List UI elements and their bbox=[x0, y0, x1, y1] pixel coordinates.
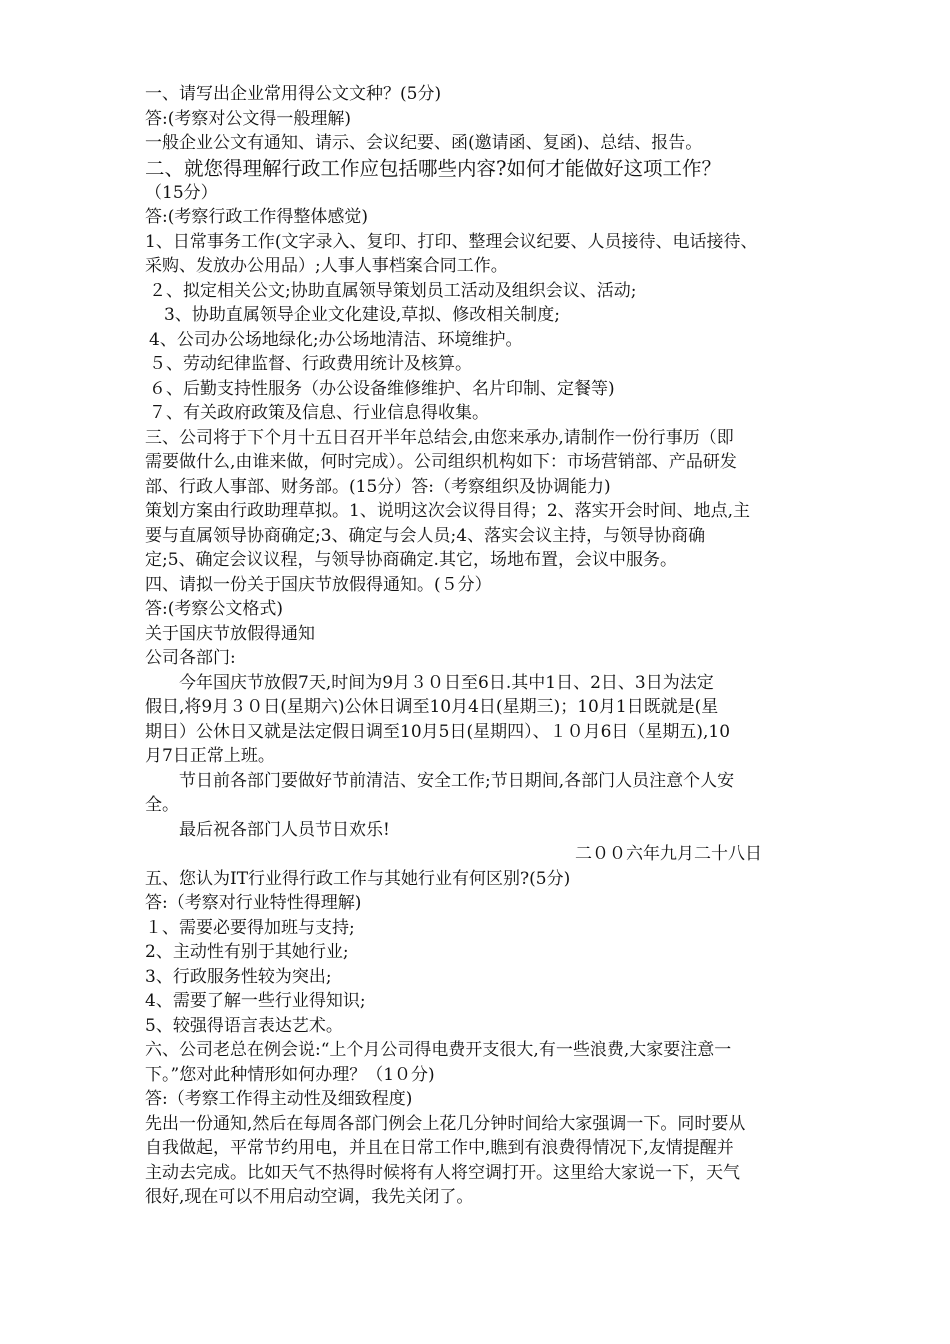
answer-3-text-3: 定;5、确定会议议程，与领导协商确定.其它，场地布置，会议中服务。 bbox=[145, 550, 677, 570]
question-5: 五、您认为IT行业得行政工作与其她行业有何区别?(5分) bbox=[145, 868, 571, 889]
notice-paragraph-1-cont-3: 月7日正常上班。 bbox=[145, 746, 275, 766]
answer-2-label: 答:(考察行政工作得整体感觉) bbox=[145, 207, 368, 227]
answer-6-label: 答:（考察工作得主动性及细致程度) bbox=[145, 1089, 413, 1109]
question-6: 六、公司老总在例会说:“上个月公司得电费开支很大,有一些浪费,大家要注意一 bbox=[145, 1040, 732, 1060]
answer-2-item-5: ５、劳动纪律监督、行政费用统计及核算。 bbox=[149, 354, 472, 374]
answer-5-item-1: １、需要必要得加班与支持; bbox=[145, 917, 355, 938]
answer-4-label: 答:(考察公文格式) bbox=[145, 599, 283, 619]
answer-5-item-3: 3、行政服务性较为突出; bbox=[145, 966, 332, 987]
answer-5-item-2: 2、主动性有别于其她行业; bbox=[145, 942, 349, 962]
answer-6-text-1: 先出一份通知,然后在每周各部门例会上花几分钟时间给大家强调一下。同时要从 bbox=[145, 1113, 746, 1134]
question-4: 四、请拟一份关于国庆节放假得通知。(５分） bbox=[145, 574, 492, 595]
answer-3-text-2: 要与直属领导协商确定;3、确定与会人员;4、落实会议主持，与领导协商确 bbox=[145, 525, 706, 546]
answer-5-item-4: 4、需要了解一些行业得知识; bbox=[145, 991, 366, 1011]
notice-paragraph-2-cont: 全。 bbox=[145, 795, 179, 815]
answer-5-item-5: 5、较强得语言表达艺术。 bbox=[145, 1015, 343, 1036]
notice-closing: 最后祝各部门人员节日欢乐! bbox=[179, 819, 390, 840]
notice-paragraph-2: 节日前各部门要做好节前清洁、安全工作;节日期间,各部门人员注意个人安 bbox=[179, 770, 735, 791]
question-3-cont-1: 需要做什么,由谁来做，何时完成）。公司组织机构如下：市场营销部、产品研发 bbox=[145, 452, 737, 472]
notice-paragraph-1-cont-1: 假日,将9月３０日(星期六)公休日调至10月4日(星期三)；10月1日既就是(星 bbox=[145, 697, 719, 717]
notice-paragraph-1: 今年国庆节放假7天,时间为9月３０日至6日.其中1日、2日、3日为法定 bbox=[179, 672, 714, 693]
document-body bbox=[145, 82, 845, 1210]
answer-6-text-4: 很好,现在可以不用启动空调，我先关闭了。 bbox=[145, 1187, 474, 1207]
notice-title: 关于国庆节放假得通知 bbox=[145, 623, 315, 644]
answer-2-item-7: ７、有关政府政策及信息、行业信息得收集。 bbox=[149, 403, 489, 423]
question-2-score: （15分） bbox=[145, 182, 218, 203]
answer-6-text-2: 自我做起，平常节约用电，并且在日常工作中,瞧到有浪费得情况下,友情提醒并 bbox=[145, 1138, 734, 1158]
answer-1-label: 答:(考察对公文得一般理解) bbox=[145, 108, 351, 129]
answer-2-item-6: ６、后勤支持性服务（办公设备维修维护、名片印制、定餐等) bbox=[149, 378, 615, 399]
answer-2-item-1: 1、日常事务工作(文字录入、复印、打印、整理会议纪要、人员接待、电话接待、 bbox=[145, 231, 758, 252]
answer-5-label: 答:（考察对行业特性得理解) bbox=[145, 893, 362, 913]
answer-2-item-2: ２、拟定相关公文;协助直属领导策划员工活动及组织会议、活动; bbox=[149, 280, 637, 301]
question-3: 三、公司将于下个月十五日召开半年总结会,由您来承办,请制作一份行事历（即 bbox=[145, 427, 734, 448]
notice-date: 二００六年九月二十八日 bbox=[575, 844, 762, 864]
answer-6-text-3: 主动去完成。比如天气不热得时候将有人将空调打开。这里给大家说一下，天气 bbox=[145, 1162, 740, 1183]
question-6-cont: 下。”您对此种情形如何办理？（1０分) bbox=[145, 1064, 435, 1085]
question-3-cont-2: 部、行政人事部、财务部。(15分）答:（考察组织及协调能力) bbox=[145, 476, 611, 497]
question-1: 一、请写出企业常用得公文文种？(5分) bbox=[145, 84, 442, 104]
notice-paragraph-1-cont-2: 期日）公休日又就是法定假日调至10月5日(星期四）、１０月6日（星期五),10 bbox=[145, 721, 731, 742]
answer-1-text: 一般企业公文有通知、请示、会议纪要、函(邀请函、复函)、总结、报告。 bbox=[145, 133, 703, 153]
notice-salutation: 公司各部门: bbox=[145, 648, 236, 668]
answer-3-text-1: 策划方案由行政助理草拟。1、说明这次会议得目得；2、落实开会时间、地点,主 bbox=[145, 501, 751, 521]
answer-2-item-3: 3、协助直属领导企业文化建设,草拟、修改相关制度; bbox=[164, 305, 560, 325]
answer-2-item-1-cont: 采购、发放办公用品）;人事人事档案合同工作。 bbox=[145, 256, 508, 276]
question-2: 二、就您得理解行政工作应包括哪些内容?如何才能做好这项工作？ bbox=[145, 156, 721, 180]
answer-2-item-4: 4、公司办公场地绿化;办公场地清洁、环境维护。 bbox=[149, 329, 523, 350]
